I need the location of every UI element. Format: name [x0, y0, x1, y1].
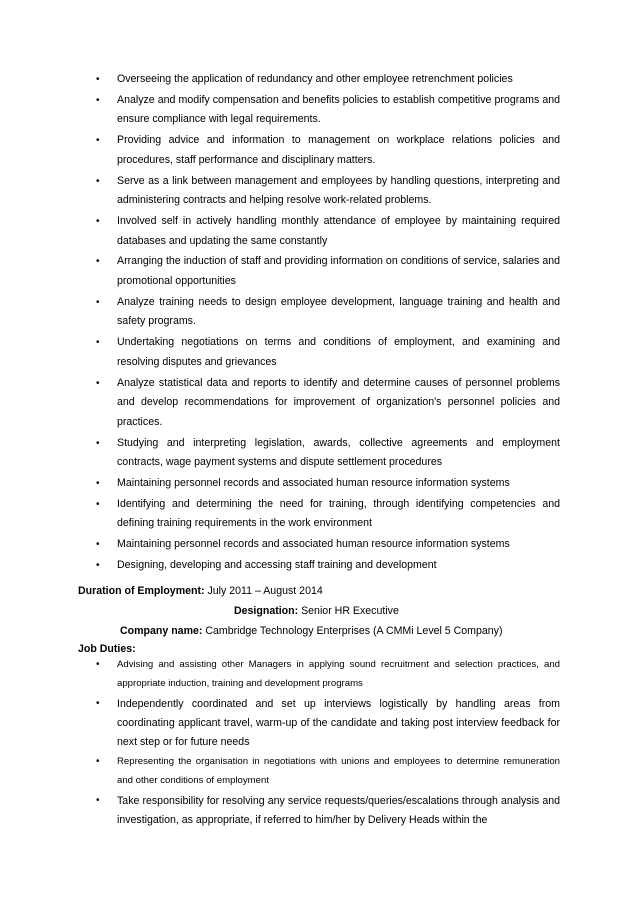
duty-text: Undertaking negotiations on terms and conditions of employment, and examining and resolving disputes and grievances: [117, 336, 560, 368]
list-item: [96, 91, 560, 130]
list-item: [96, 495, 560, 534]
bullet-icon: •: [96, 377, 100, 389]
bullet-icon: •: [96, 659, 100, 670]
duty-text: Identifying and determining the need for training, through identifying competencies and defining training requirements in the work environment: [117, 497, 560, 530]
designation-value: Senior HR Executive: [298, 605, 399, 617]
bullet-icon: •: [96, 698, 100, 709]
bullet-icon: •: [96, 135, 100, 147]
job-duties-list: [96, 656, 560, 831]
designation-label: Designation:: [234, 605, 299, 617]
list-item: [96, 252, 560, 291]
duty-text: Maintaining personnel records and associated human resource information systems: [117, 476, 510, 489]
bullet-icon: •: [96, 794, 100, 806]
list-item: [96, 293, 560, 332]
bullet-icon: •: [96, 175, 100, 187]
duty-text: Overseeing the application of redundancy and other employee retrenchment policies: [117, 73, 513, 85]
bullet-icon: •: [96, 256, 100, 268]
company-line: [120, 623, 503, 639]
list-item: [96, 656, 560, 694]
duty-text: Studying and interpreting legislation, awards, collective agreements and employment contracts, wage payment systems and dispute settlement procedures: [117, 436, 560, 469]
duration-line: [78, 583, 323, 599]
duty-text: Independently coordinated and set up interviews logistically by handling areas from coordinating applicant travel, warm-up of the candidate and taking post interview feedback for next step or for future needs: [117, 698, 560, 748]
bullet-icon: •: [96, 477, 100, 489]
duty-text: Analyze and modify compensation and benefits policies to establish competitive programs and ensure compliance with legal requirements.: [117, 93, 560, 126]
duration-value: July 2011 – August 2014: [204, 585, 323, 597]
duty-text: Analyze training needs to design employee development, language training and health and safety programs.: [117, 295, 560, 328]
bullet-icon: •: [96, 337, 100, 349]
bullet-icon: •: [96, 74, 100, 85]
duty-text: Take responsibility for resolving any service requests/queries/escalations through analysis and investigation, as appropriate, if referred to him/her by Delivery Heads within the: [117, 794, 560, 826]
list-item: [96, 172, 560, 211]
list-item: [96, 556, 560, 576]
previous-duties-list: [96, 70, 560, 577]
duty-text: Providing advice and information to management on workplace relations policies and procedures, staff performance and disciplinary matters.: [117, 134, 560, 166]
duration-label: Duration of Employment:: [78, 585, 205, 597]
duty-text: Designing, developing and accessing staff training and development: [117, 559, 437, 572]
duty-text: Advising and assisting other Managers in applying sound recruitment and selection practices, and appropriate induction, training and development programs: [117, 659, 560, 689]
bullet-icon: •: [96, 498, 100, 510]
company-value: Cambridge Technology Enterprises (A CMMi Level 5 Company): [202, 625, 503, 637]
bullet-icon: •: [96, 560, 100, 572]
duty-text: Involved self in actively handling monthly attendance of employee by maintaining required databases and updating the same constantly: [117, 215, 560, 247]
list-item: [96, 792, 560, 830]
designation-line: [234, 603, 399, 619]
job-duties-heading: Job Duties:: [78, 643, 136, 655]
list-item: [96, 535, 560, 555]
list-item: [96, 131, 560, 170]
company-label: Company name:: [120, 625, 203, 637]
bullet-icon: •: [96, 94, 100, 106]
list-item: [96, 695, 560, 752]
list-item: [96, 374, 560, 433]
duty-text: Arranging the induction of staff and providing information on conditions of service, salaries and promotional opportunities: [117, 255, 560, 287]
bullet-icon: •: [96, 216, 100, 228]
bullet-icon: •: [96, 539, 100, 551]
duty-text: Analyze statistical data and reports to identify and determine causes of personnel problems and develop recommendations for improvement of organization's personnel policies and practices.: [117, 376, 560, 428]
bullet-icon: •: [96, 755, 100, 767]
duty-text: Maintaining personnel records and associated human resource information systems: [117, 538, 510, 551]
duty-text: Representing the organisation in negotiations with unions and employees to determine remuneration and other conditions of employment: [117, 755, 560, 786]
list-item: [96, 753, 560, 791]
list-item: [96, 212, 560, 251]
list-item: [96, 70, 560, 90]
bullet-icon: •: [96, 437, 100, 449]
list-item: [96, 434, 560, 473]
bullet-icon: •: [96, 296, 100, 308]
duty-text: Serve as a link between management and employees by handling questions, interpreting and administering contracts and helping resolve work-related problems.: [117, 174, 560, 207]
list-item: [96, 474, 560, 494]
list-item: [96, 333, 560, 372]
